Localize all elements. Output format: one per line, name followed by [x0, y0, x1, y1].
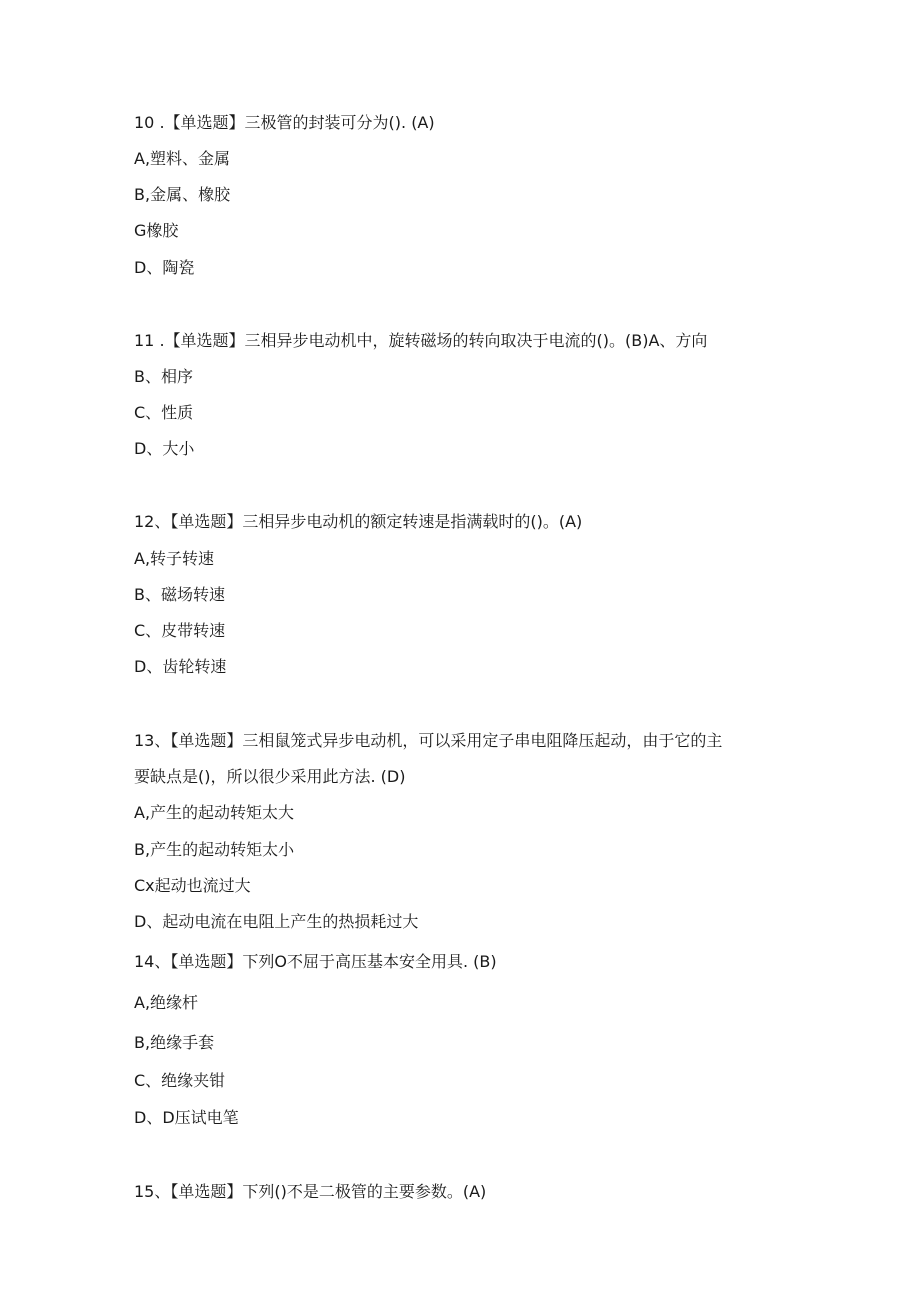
question-10-option-b: B,金属、橡胶	[134, 185, 231, 204]
question-12-option-a: A,转子转速	[134, 549, 215, 568]
question-13-option-c: Cx起动也流过大	[134, 876, 251, 895]
question-10-option-a: A,塑料、金属	[134, 149, 231, 168]
question-12-option-d: D、齿轮转速	[134, 657, 227, 676]
question-12-stem: 12、【单选题】三相异步电动机的额定转速是指满载时的()。(A)	[134, 512, 583, 531]
question-14-option-b: B,绝缘手套	[134, 1033, 215, 1052]
question-13-option-b: B,产生的起动转矩太小	[134, 840, 295, 859]
question-14-option-c: C、绝缘夹钳	[134, 1071, 226, 1090]
question-13-option-d: D、起动电流在电阻上产生的热损耗过大	[134, 912, 419, 931]
question-13-option-a: A,产生的起动转矩太大	[134, 803, 295, 822]
question-15-stem: 15、【单选题】下列()不是二极管的主要参数。(A)	[134, 1182, 487, 1201]
question-12-option-c: C、皮带转速	[134, 621, 226, 640]
question-10-stem: 10 .【单选题】三极管的封装可分为(). (A)	[134, 113, 435, 132]
question-11-option-c: C、性质	[134, 403, 194, 422]
question-10-option-c: G橡胶	[134, 221, 179, 240]
question-14-option-d: D、D压试电笔	[134, 1108, 239, 1127]
question-13-stem-line-2: 要缺点是()，所以很少采用此方法. (D)	[134, 767, 406, 786]
question-12-option-b: B、磁场转速	[134, 585, 225, 604]
question-13-stem-line-1: 13、【单选题】三相鼠笼式异步电动机，可以采用定子串电阻降压起动，由于它的主	[134, 731, 723, 750]
question-11-option-b: B、相序	[134, 367, 193, 386]
question-10-option-d: D、陶瓷	[134, 258, 195, 277]
question-11-stem: 11 .【单选题】三相异步电动机中，旋转磁场的转向取决于电流的()。(B)A、方向	[134, 331, 708, 350]
question-11-option-d: D、大小	[134, 439, 195, 458]
question-14-stem: 14、【单选题】下列O不屈于高压基本安全用具. (B)	[134, 952, 497, 971]
question-14-option-a: A,绝缘杆	[134, 993, 199, 1012]
